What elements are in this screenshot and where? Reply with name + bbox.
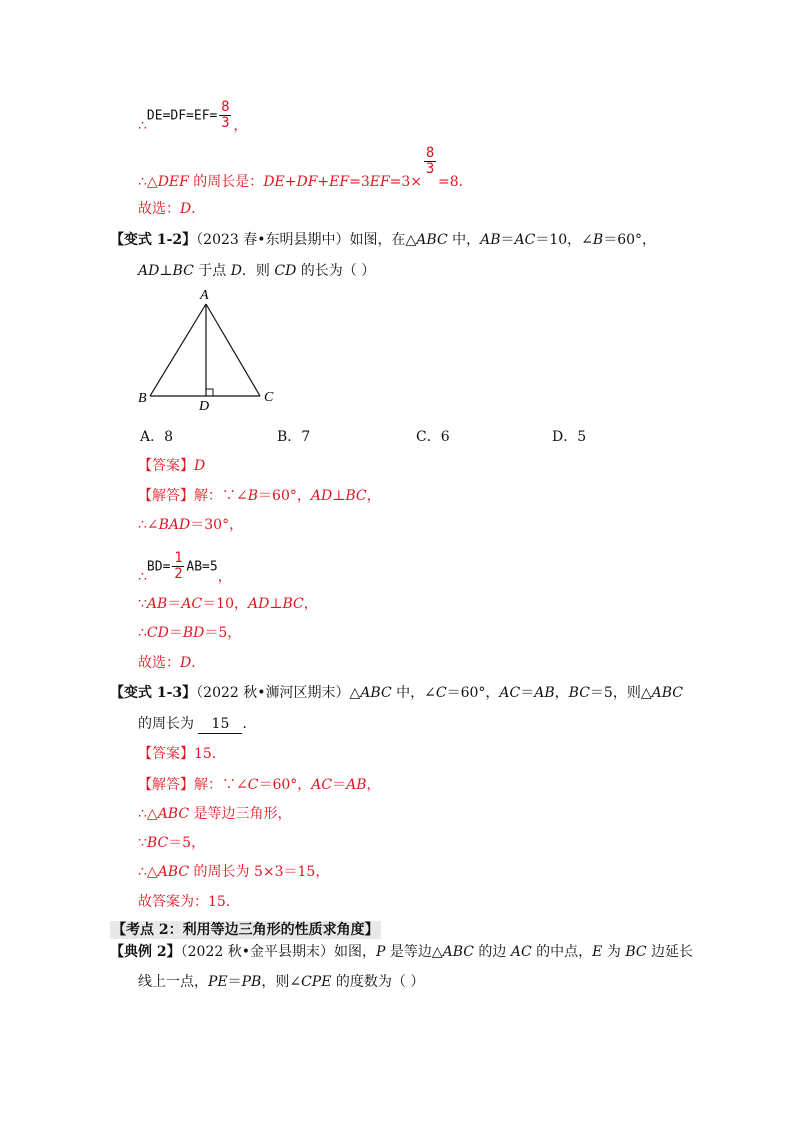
therefore-symbol: ∴ [138, 568, 147, 585]
solution-1-3-line-2 [138, 805, 292, 823]
text: 的周长为 5×3＝15， [189, 864, 330, 880]
text: ＝60°， [258, 488, 311, 504]
question-source: （2022 秋•浉河区期末） [196, 685, 350, 701]
comma: ， [366, 777, 381, 793]
example-2-line-1 [110, 943, 693, 961]
equals: ＝ [227, 974, 242, 990]
text: 的长为（ ） [296, 263, 376, 279]
text: 线上一点， [138, 974, 208, 990]
segment-bc: BC [172, 263, 194, 279]
triangle-abc: ABC [651, 685, 683, 701]
triangle-abc: ABC [157, 864, 190, 880]
segment-ac: AC [311, 777, 333, 793]
text: ．则 [241, 263, 275, 279]
question-tag: 【变式 1-2】 [110, 232, 197, 248]
example-2-line-2 [138, 973, 424, 991]
fraction-one-half [172, 551, 184, 582]
solution-line-de-df-ef [138, 99, 248, 134]
comma: ， [303, 596, 318, 612]
fraction-denominator: 3 [425, 161, 435, 177]
choice-d: D．5 [552, 429, 587, 445]
text: 是等边三角形， [189, 806, 292, 822]
text: ＝60°， [446, 685, 500, 701]
question-1-3-line-1 [110, 684, 683, 702]
comma: ， [554, 685, 569, 701]
text-bd: BD= [146, 559, 171, 575]
text: ＝5， [168, 835, 206, 851]
segment-bd: BD [182, 625, 205, 641]
equals: ＝ [332, 777, 347, 793]
text: 的度数为（ ） [331, 974, 425, 990]
text: 如图， [333, 944, 376, 960]
solution-1-3-line-3 [138, 834, 205, 852]
period: ． [191, 201, 206, 217]
text: ＝10， [202, 596, 248, 612]
question-1-3-line-2 [138, 715, 256, 734]
choose-answer: D [180, 201, 192, 217]
triangle-abc: ABC [442, 944, 474, 960]
segment-ac: AC [510, 944, 532, 960]
answer-tag: 【答案】 [138, 458, 194, 474]
segment-bc: BC [146, 835, 169, 851]
equals-three: =3 [349, 173, 370, 190]
angle-b: B [592, 232, 604, 248]
equals-ten-angle: ＝10，∠ [535, 232, 593, 248]
solution-1-3-line-4 [138, 863, 329, 881]
right-angle-mark [206, 389, 213, 396]
perp-symbol: ⊥ [269, 596, 283, 612]
segment-pe: PE [208, 974, 228, 990]
question-tag: 【变式 1-3】 [110, 685, 197, 701]
period: ． [191, 655, 206, 671]
solution-1-2-line-5 [138, 624, 241, 642]
question-1-2-line-1 [110, 231, 656, 249]
segment-ab: AB [480, 232, 501, 248]
text: ＝30°， [190, 517, 244, 533]
text: 如图，在△ [349, 232, 417, 248]
angle-b: B [247, 488, 259, 504]
segment-bc: BC [568, 685, 590, 701]
text: ＝5，则△ [589, 685, 652, 701]
text: 解：∵∠ [194, 488, 248, 504]
equals: ＝ [520, 685, 535, 701]
text: 于点 [193, 263, 231, 279]
segment-bc: BC [282, 596, 304, 612]
solution-1-2-line-1 [138, 487, 381, 505]
therefore-triangle: ∴△ [138, 173, 158, 190]
vertex-label-d: D [199, 399, 210, 414]
question-1-2-line-2 [138, 262, 375, 280]
choice-a: A．8 [140, 429, 174, 445]
solution-1-2-line-3 [138, 550, 232, 585]
angle-c: C [247, 777, 259, 793]
choose-label: 故选： [138, 655, 180, 671]
solution-1-2-line-4 [138, 595, 318, 613]
text: ∴∠ [138, 517, 159, 533]
because-symbol: ∵ [138, 596, 147, 612]
triangle-symbol: △ [349, 685, 361, 701]
choose-line-2 [138, 654, 205, 672]
segment-cd: CD [146, 625, 169, 641]
text: ，则∠ [261, 974, 302, 990]
text: ∴△ [138, 864, 158, 880]
segment-ef: EF [369, 173, 390, 190]
comma: ， [233, 117, 248, 134]
vertex-label-a: A [200, 288, 209, 303]
point-p: P [375, 944, 386, 960]
text: 中，∠ [391, 685, 436, 701]
fraction-numerator: 1 [174, 550, 183, 566]
answer-tag: 【答案】 [138, 746, 194, 762]
point-e: E [592, 944, 603, 960]
example-tag: 【典例 2】 [110, 944, 181, 960]
triangle-abc: ABC [157, 806, 190, 822]
equals-three-times: =3× [389, 173, 423, 190]
perp-symbol: ⊥ [332, 488, 346, 504]
triangle-abc: ABC [416, 232, 448, 248]
fraction-denominator: 3 [221, 115, 230, 131]
choose-line-1 [138, 200, 205, 218]
solution-tag: 【解答】 [138, 777, 194, 793]
text: 的边 [473, 944, 511, 960]
fraction-numerator: 8 [425, 145, 435, 161]
segment-ab: AB [346, 777, 367, 793]
text: 的周长为 [138, 716, 199, 732]
text: 是等边△ [385, 944, 443, 960]
text: 中， [447, 232, 481, 248]
text: ＝60°， [258, 777, 312, 793]
comma: ， [217, 568, 232, 585]
choose-answer: D [180, 655, 192, 671]
text: 边延长 [646, 944, 694, 960]
vertex-label-c: C [264, 390, 274, 405]
text-ab-5: AB=5 [186, 559, 218, 575]
therefore-symbol: ∴ [138, 625, 147, 641]
angle-cpe: CPE [301, 974, 332, 990]
angle-bad: BAD [158, 517, 191, 533]
equals: ＝ [500, 232, 515, 248]
choose-label: 故选： [138, 201, 180, 217]
choice-b: B．7 [277, 429, 311, 445]
equation-de-df-ef: DE=DF=EF= [146, 108, 218, 124]
perp-symbol: ⊥ [159, 263, 173, 279]
therefore-symbol: ∴ [138, 117, 147, 134]
solution-line-perimeter-def [138, 145, 473, 190]
segment-ad: AD [247, 596, 270, 612]
triangle-abc: ABC [360, 685, 392, 701]
segment-ac: AC [499, 685, 521, 701]
section-heading-key-point-2 [110, 921, 381, 939]
text: ＝5， [204, 625, 242, 641]
because-symbol: ∵ [138, 835, 147, 851]
edge-ab [150, 304, 206, 396]
text: 解：∵∠ [194, 777, 248, 793]
segment-ab: AB [146, 596, 168, 612]
period: ． [242, 716, 257, 732]
final-answer-1-3: 故答案为：15． [138, 894, 240, 910]
equals: ＝ [168, 625, 183, 641]
fraction-numerator: 8 [221, 99, 230, 115]
angle-c: C [435, 685, 447, 701]
solution-tag: 【解答】 [138, 488, 194, 504]
choice-c: C．6 [416, 429, 450, 445]
segment-bc: BC [345, 488, 367, 504]
text-perimeter-is: 的周长是： [188, 173, 264, 190]
segment-ab: AB [534, 685, 555, 701]
triangle-def-label: DEF [157, 173, 189, 190]
question-source: （2023 春•东明县期中） [196, 232, 350, 248]
text: ∴△ [138, 806, 158, 822]
equals-sixty: ＝60°， [603, 232, 657, 248]
fraction-eight-thirds-2 [424, 146, 436, 177]
fill-blank-answer: 15 [198, 715, 242, 734]
triangle-figure [136, 284, 286, 414]
edge-ac [206, 304, 260, 396]
segment-pb: PB [241, 974, 262, 990]
expression-sum: DE+DF+EF [263, 173, 350, 190]
segment-cd: CD [274, 263, 297, 279]
answer-value: D [194, 458, 206, 474]
segment-ad: AD [138, 263, 160, 279]
equals: ＝ [167, 596, 182, 612]
solution-1-2-line-2 [138, 516, 243, 534]
segment-ac: AC [514, 232, 536, 248]
text: 为 [602, 944, 626, 960]
vertex-label-b: B [138, 391, 147, 406]
fraction-eight-thirds [219, 100, 231, 131]
answer-line-1-3 [138, 745, 226, 763]
heading-text: 【考点 2：利用等边三角形的性质求角度】 [112, 922, 379, 938]
equals-eight: =8． [438, 173, 473, 190]
answer-value: 15． [194, 746, 226, 762]
solution-1-3-line-1 [138, 776, 381, 794]
text: 的中点， [531, 944, 593, 960]
comma: ， [366, 488, 381, 504]
answer-line-1-2 [138, 457, 205, 475]
point-d: D [230, 263, 242, 279]
example-source: （2022 秋•金平县期末） [180, 944, 334, 960]
segment-ac: AC [181, 596, 203, 612]
fraction-denominator: 2 [174, 566, 183, 582]
segment-ad: AD [310, 488, 333, 504]
segment-bc: BC [625, 944, 647, 960]
